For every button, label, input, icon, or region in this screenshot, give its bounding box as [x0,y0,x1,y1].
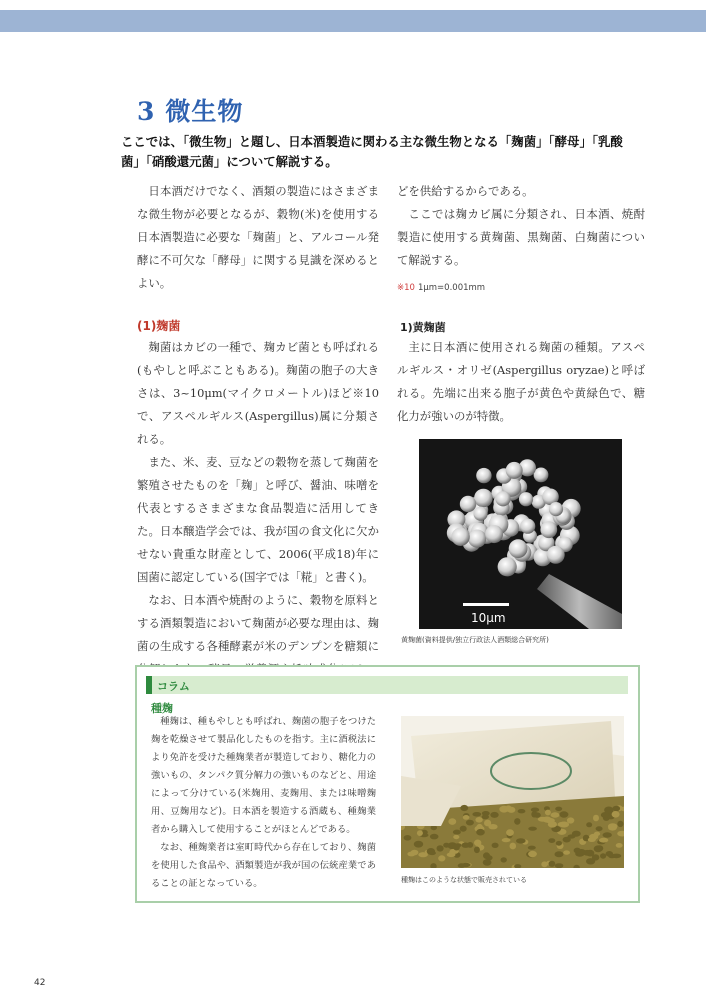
grain [490,812,498,818]
chapter-number: 3 [137,97,156,126]
intro-left [137,180,379,295]
spore [547,546,565,564]
section-heading: (1)麹菌 [137,319,181,333]
grain [506,829,514,836]
spore [534,468,549,483]
grain [492,843,499,848]
grain [551,812,560,817]
grain [548,821,557,827]
grain [437,845,444,851]
grain [460,826,467,832]
grain [556,841,562,846]
intro-right [397,180,645,272]
grain [528,846,536,850]
spore [468,530,486,548]
grain [516,838,526,843]
footnote [397,283,485,293]
grain [593,815,599,822]
grain [528,851,537,857]
grain [558,822,568,827]
grain [599,838,608,843]
grain [483,852,490,859]
column-title: 種麹 [151,702,173,715]
chapter-title [137,92,243,128]
grain [501,857,507,862]
spore [498,557,517,576]
grain [414,841,423,848]
grain [475,817,482,823]
lead-text: ここでは、「微生物」と題し、日本酒製造に関わる主な微生物となる「麹菌」「酵母」「乳酸菌」「硝酸還元菌」について解説する。 [121,134,623,169]
grain [472,812,481,817]
grain [563,850,570,854]
column-tag [146,676,628,694]
seed-koji-bag-image [401,716,624,868]
grain [463,815,470,820]
grain [594,845,603,852]
section-paragraph: 麹菌はカビの一種で、麹カビ菌とも呼ばれる(もやしと呼ぶこともある)。麹菌の胞子の大きさは、3~10μm(マイクロメートル)ほど※10で、アスペルギルス(Aspergillus)属に分類される。 [137,340,379,446]
spore [451,528,469,546]
grain [617,821,623,827]
grain [430,834,439,840]
subsection-heading: 1)黄麹菌 [400,321,446,334]
spore [476,468,491,483]
column-body [151,713,376,893]
scale-label: 10μm [471,611,506,625]
column-paragraph: 種麹は、種もやしとも呼ばれ、麹菌の胞子をつけた麹を乾燥させて製品化したものを指す。主に酒税法により免許を受けた種麹業者が製造しており、糖化力の強いもの、タンパク質分解力の強いものなどと、用途によって分けている(米麹用、麦麹用、または味噌麹用、豆麹用など)。日本酒を製造する酒蔵も、種麹業者から購入して使用することがほとんどである。 [151,716,376,835]
grain [505,805,512,811]
grain [559,811,568,817]
grain [453,830,461,835]
grain [613,806,621,812]
grain [549,861,556,867]
column-paragraph: なお、種麹業者は室町時代から存在しており、麹菌を使用した食品や、酒類製造が我が国の伝統産業であることの証となっている。 [151,842,376,889]
grain [482,815,489,820]
micrograph-image [419,439,622,629]
figure-caption: 黄麹菌(資料提供/独立行政法人酒類総合研究所) [401,636,549,644]
grain [616,843,623,848]
grain [476,829,485,836]
grain [404,835,412,841]
grain [438,855,445,861]
chapter-name: 微生物 [165,97,244,126]
intro-paragraph: 日本酒だけでなく、酒類の製造にはさまざまな微生物が必要となるが、穀物(米)を使用する日本酒製造に必要な「麹菌」と、アルコール発酵に不可欠な「酵母」に関する見識を深めるとよい。 [137,184,379,290]
grain [588,837,596,842]
column-tag-marker [146,676,152,694]
spore [460,496,476,512]
grain [603,832,612,837]
grain [484,820,491,827]
spore [474,489,493,508]
spore [506,462,523,479]
grain [586,858,595,864]
grain [466,820,474,826]
grain [518,809,526,813]
grain [462,843,470,848]
subsection-body [397,336,645,428]
grain [417,830,423,836]
spore [549,502,563,516]
intro-paragraph-right: ここでは麹カビ属に分類され、日本酒、焼酎製造に使用する黄麹菌、黒麹菌、白麹菌について解説する。 [397,207,645,267]
grain [541,861,547,867]
page-number: 42 [34,978,46,988]
grain [474,840,481,847]
grain [528,827,537,831]
spore [495,491,510,506]
grain [608,825,617,831]
grain [555,863,563,868]
grain [548,838,555,843]
spore [485,525,503,543]
footnote-mark: ※10 [397,283,415,293]
grain [510,843,517,850]
grain [443,843,449,848]
spore [520,519,535,534]
grain [612,811,620,818]
grain [555,807,562,811]
grain [407,852,415,857]
photo-caption: 種麹はこのような状態で販売されている [401,876,527,884]
header-band [0,10,706,32]
grain [577,849,587,856]
grain [458,863,466,868]
spore [474,507,488,521]
section-paragraph: なお、日本酒や焼酎のように、穀物を原料とする酒類製造において麹菌が必要な理由は、麹菌の生成する各種酵素が米のデンプンを糖類に [137,593,379,653]
grain [555,851,564,857]
grain [460,805,468,811]
scale-bar [463,603,509,606]
subsection-paragraph: 主に日本酒に使用される麹菌の種類。アスペルギルス・オリゼ(Aspergillus oryzae)と呼ばれる。先端に出来る胞子が黄色や黄緑色で、糖化力が強いのが特徴。 [397,340,645,423]
grain [596,826,603,831]
spore [509,539,528,558]
column-tag-label: コラム [157,680,190,693]
spore [519,492,533,506]
section-body [137,336,379,704]
grain [448,818,456,825]
grain [474,847,480,854]
grain [453,835,459,839]
grain [586,822,592,827]
grain [483,859,492,866]
spore [540,521,557,538]
intro-continuation: どを供給するからである。 [397,184,534,198]
grain [418,852,428,857]
grain [606,851,614,857]
koji-mold-micrograph [419,439,622,629]
grain [568,834,576,838]
footnote-text: 1μm=0.001mm [417,283,486,293]
grain [600,853,606,858]
grain [531,811,537,817]
grain [545,810,551,816]
seed-koji-photo [401,716,624,868]
section-paragraph: また、米、麦、豆などの穀物を蒸して麹菌を繁殖させたものを「麹」と呼び、醤油、味噌を代表とするさまざまな食品製造に活用してきた。日本醸造学会では、我が国の食文化に欠かせない貴重な財産として、2006(平成18)年に国菌に認定している(国字では「糀」と書く)。 [137,455,379,584]
grain [514,818,520,825]
grain [453,844,460,851]
grain [429,851,436,855]
grain [502,838,511,842]
